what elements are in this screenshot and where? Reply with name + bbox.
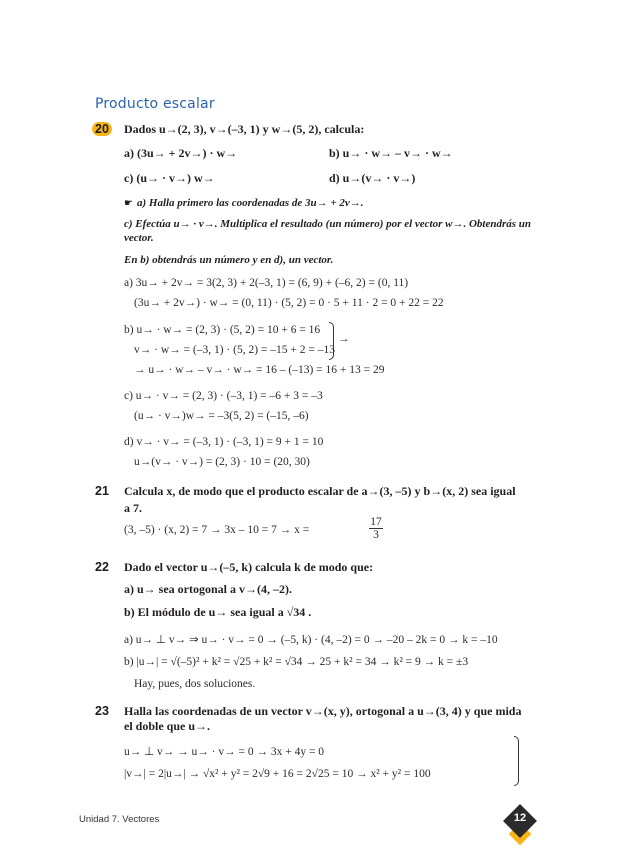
part-a: a) u→ sea ortogonal a v→(4, –2). — [124, 582, 292, 596]
fraction — [369, 516, 383, 542]
exercise-number: 20 — [92, 122, 112, 136]
solution-line: a) u→ ⊥ v→ ⇒ u→ · v→ = 0 → (–5, k) · (4, –2) = 0 → –20 – 2k = 0 → k = –10 — [124, 634, 498, 646]
section-title: Producto escalar — [95, 96, 215, 112]
exercise-statement: Dado el vector u→(–5, k) calcula k de modo que: — [124, 560, 374, 574]
solution-line: c) u→ · v→ = (2, 3) · (–3, 1) = –6 + 3 = –3 — [124, 390, 323, 402]
page-number-badge — [505, 806, 535, 836]
hint-line: En b) obtendrás un número y en d), un vector. — [124, 254, 334, 266]
exercise-statement: Calcula x, de modo que el producto escalar de a→(3, –5) y b→(x, 2) sea igual — [124, 484, 516, 498]
solution-line: d) v→ · v→ = (–3, 1) · (–3, 1) = 9 + 1 = 10 — [124, 436, 324, 448]
solution-line: (3, –5) · (x, 2) = 7 → 3x – 10 = 7 → x = — [124, 524, 310, 536]
exercise-statement: a 7. — [124, 501, 142, 515]
part-d: d) u→(v→ · v→) — [329, 171, 416, 185]
exercise-number: 23 — [95, 704, 109, 718]
solution-line: → u→ · w→ – v→ · w→ = 16 – (–13) = 16 + 13 = 29 — [134, 364, 385, 376]
hint-line: c) Efectúa u→ · v→. Multiplica el resultado (un número) por el vector w→. Obtendrás un vector. — [124, 218, 532, 244]
solution-line: u→ ⊥ v→ → u→ · v→ = 0 → 3x + 4y = 0 — [124, 746, 325, 758]
arrow: → — [338, 333, 350, 345]
hint-text: a) Halla primero las coordenadas de 3u→ + 2v→. — [136, 197, 364, 209]
pointing-hand-icon: ☛ — [124, 198, 133, 209]
part-b: b) u→ · w→ – v→ · w→ — [329, 146, 453, 160]
footer-unit: Unidad 7. Vectores — [79, 814, 160, 825]
fraction-numerator: 17 — [370, 516, 382, 528]
brace — [514, 736, 519, 786]
solution-line: b) |u→| = √(–5)² + k² = √25 + k² = √34 → 25 + k² = 34 → k² = 9 → k = ±3 — [124, 656, 469, 668]
solution-line: |v→| = 2|u→| → √x² + y² = 2√9 + 16 = 2√25 = 10 → x² + y² = 100 — [124, 768, 431, 780]
solution-line: (3u→ + 2v→) · w→ = (0, 11) · (5, 2) = 0 · 5 + 11 · 2 = 0 + 22 = 22 — [134, 297, 444, 309]
solution-line: (u→ · v→)w→ = –3(5, 2) = (–15, –6) — [134, 410, 309, 422]
exercise-statement: el doble que u→. — [124, 719, 211, 733]
solution-line: v→ · w→ = (–3, 1) · (5, 2) = –15 + 2 = –13 — [134, 344, 335, 356]
page-number: 12 — [513, 812, 527, 824]
solution-line: b) u→ · w→ = (2, 3) · (5, 2) = 10 + 6 = 16 — [124, 324, 321, 336]
solution-line: Hay, pues, dos soluciones. — [134, 678, 256, 690]
brace — [329, 322, 334, 360]
hint-line — [124, 196, 364, 211]
solution-line: a) 3u→ + 2v→ = 3(2, 3) + 2(–3, 1) = (6, 9) + (–6, 2) = (0, 11) — [124, 277, 409, 289]
part-c: c) (u→ · v→) w→ — [124, 171, 215, 185]
exercise-number: 22 — [95, 560, 109, 574]
fraction-denominator: 3 — [373, 529, 379, 541]
exercise-statement: Halla las coordenadas de un vector v→(x, y), ortogonal a u→(3, 4) y que mida — [124, 704, 522, 718]
solution-line: u→(v→ · v→) = (2, 3) · 10 = (20, 30) — [134, 456, 310, 468]
exercise-statement: Dados u→(2, 3), v→(–3, 1) y w→(5, 2), calcula: — [124, 122, 365, 136]
exercise-number: 21 — [95, 484, 109, 498]
part-b: b) El módulo de u→ sea igual a √34 . — [124, 605, 312, 619]
part-a: a) (3u→ + 2v→) · w→ — [124, 146, 238, 160]
